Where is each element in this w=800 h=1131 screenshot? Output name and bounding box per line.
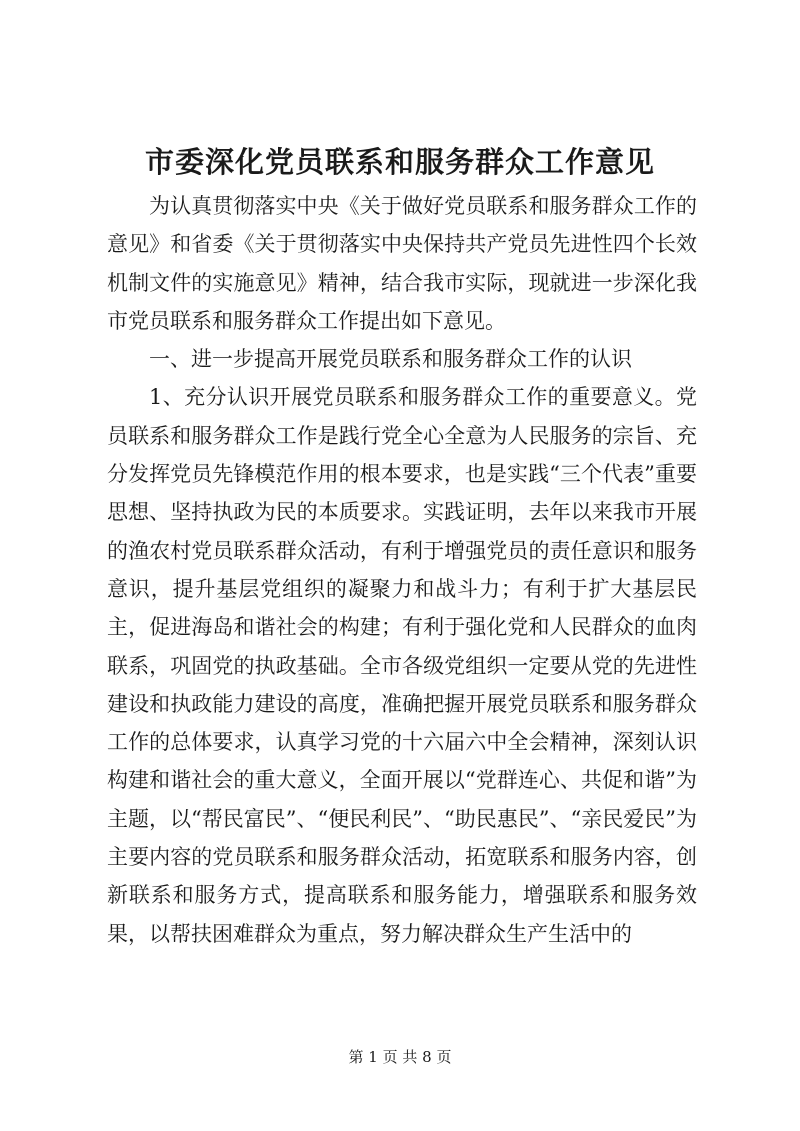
page-footer: 第 1 页 共 8 页 <box>348 1048 452 1066</box>
document-body <box>107 187 697 953</box>
intro-paragraph: 为认真贯彻落实中央《关于做好党员联系和服务群众工作的意见》和省委《关于贯彻落实中央保持共产党员先进性四个长效机制文件的实施意见》精神，结合我市实际，现就进一步深化我市党员联系和服务群众工作提出如下意见。 <box>107 194 697 333</box>
section-heading-1: 一、进一步提高开展党员联系和服务群众工作的认识 <box>149 347 632 372</box>
body-paragraph-1: 1、充分认识开展党员联系和服务群众工作的重要意义。党员联系和服务群众工作是践行党全心全意为人民服务的宗旨、充分发挥党员先锋模范作用的根本要求，也是实践“三个代表”重要思想、坚持执政为民的本质要求。实践证明，去年以来我市开展的渔农村党员联系群众活动，有利于增强党员的责任意识和服务意识，提升基层党组织的凝聚力和战斗力；有利于扩大基层民主，促进海岛和谐社会的构建；有利于强化党和人民群众的血肉联系，巩固党的执政基础。全市各级党组织一定要从党的先进性建设和执政能力建设的高度，准确把握开展党员联系和服务群众工作的总体要求，认真学习党的十六届六中全会精神，深刻认识构建和谐社会的重大意义，全面开展以“党群连心、共促和谐”为主题，以“帮民富民”、“便民利民”、“助民惠民”、“亲民爱民”为主要内容的党员联系和服务群众活动，拓宽联系和服务内容，创新联系和服务方式，提高联系和服务能力，增强联系和服务效果，以帮扶困难群众为重点，努力解决群众生产生活中的 <box>107 385 697 946</box>
document-title: 市委深化党员联系和服务群众工作意见 <box>144 145 655 179</box>
